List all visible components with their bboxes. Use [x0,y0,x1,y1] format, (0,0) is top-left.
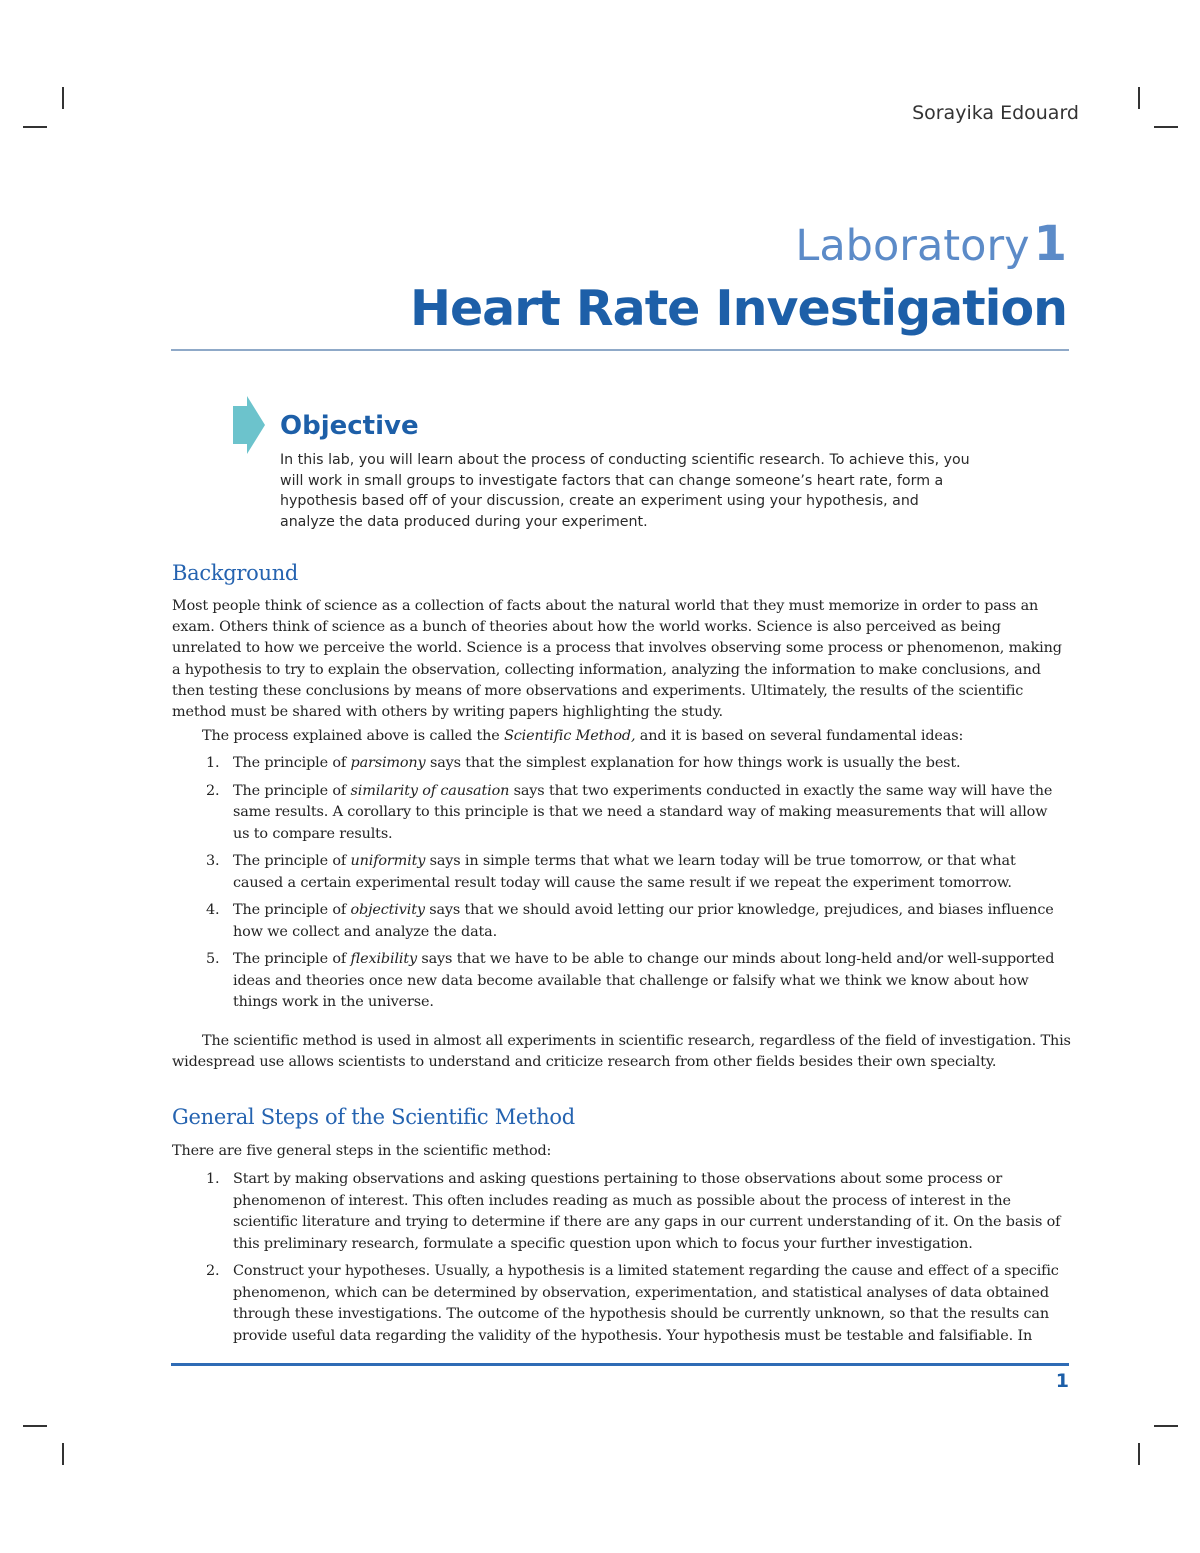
crop-mark [23,126,47,128]
crop-mark [1154,126,1178,128]
objective-text: In this lab, you will learn about the process of conducting scientific research. To achieve this, you will work in small groups to investigate factors that can change someone’s heart rate, form a hypothesis based off of your discussion, create an experiment using your hypothesis, and analyze the data produced during your experiment. [280,452,970,531]
page-number: 1 [1055,1370,1069,1392]
list-item [172,949,1062,1014]
method-intro-term: Scientific Method, [504,728,636,744]
crop-mark [1138,1443,1140,1465]
method-intro-before: The process explained above is called the [202,728,505,744]
item-number: 4. [206,902,220,918]
method-intro [172,726,1072,747]
item-pre: The principle of [233,853,351,869]
list-item [172,753,1062,775]
item-term: objectivity [350,902,425,918]
list-item [172,851,1062,894]
crop-mark [1138,87,1140,109]
lab-label-text: Laboratory [795,221,1030,271]
list-item [172,781,1062,846]
background-paragraph: Most people think of science as a collection of facts about the natural world that they must memorize in order to pass an exam. Others think of science as a bunch of theories about how the world works. Science is also perceived as being unrelated to how we perceive the world. Science is a process that involves observing some process or phenomenon, making a hypothesis to try to explain the observation, collecting information, analyzing the information to make conclusions, and then testing these conclusions by means of more observations and experiments. Ultimately, the results of the scientific method must be shared with others by writing papers highlighting the study. [172,598,1062,721]
steps-list [172,1169,1062,1347]
item-pre: The principle of [233,755,351,771]
lab-label [795,216,1067,272]
item-text: Construct your hypotheses. Usually, a hypothesis is a limited statement regarding the cause and effect of a specific phenomenon, which can be determined by observation, experimentation, and statistical analyses of data obtained through these investigations. The outcome of the hypothesis should be currently unknown, so that the results can provide useful data regarding the validity of the hypothesis. Your hypothesis must be testable and falsifiable. In [233,1263,1059,1344]
crop-mark [62,1443,64,1465]
item-text: Start by making observations and asking questions pertaining to those observations about some process or phenomenon of interest. This often includes reading as much as possible about the process of interest in the scientific literature and trying to determine if there are any gaps in our current understanding of it. On the basis of this preliminary research, formulate a specific question upon which to focus your further investigation. [233,1171,1061,1252]
item-term: flexibility [350,951,417,967]
crop-mark [1154,1425,1178,1427]
arrow-icon [233,396,265,454]
lab-number: 1 [1033,216,1067,272]
item-pre: The principle of [233,951,351,967]
item-post: says in simple terms that what we learn today will be true tomorrow, or that what caused a certain experimental result today will cause the same result if we repeat the experiment tomorrow. [233,853,1016,891]
title-divider [171,349,1069,351]
item-term: parsimony [350,755,426,771]
item-pre: The principle of [233,902,351,918]
crop-mark [62,87,64,109]
item-post: says that the simplest explanation for how things work is usually the best. [425,755,961,771]
general-steps-intro: There are five general steps in the scientific method: [172,1143,552,1159]
item-number: 2. [206,782,220,799]
list-item [172,1169,1062,1255]
item-term: similarity of causation [350,782,510,799]
item-term: uniformity [350,853,426,869]
method-intro-after: and it is based on several fundamental ideas: [635,728,964,744]
author-name: Sorayika Edouard [912,102,1079,124]
item-number: 5. [206,951,220,967]
item-post: says that two experiments conducted in exactly the same way will have the same results. A corollary to this principle is that we need a standard way of making measurements that will allow us to compare results. [233,782,1053,842]
item-number: 1. [206,1171,220,1187]
list-item [172,900,1062,943]
item-number: 3. [206,853,220,869]
background-heading: Background [172,561,299,585]
footer-divider [171,1363,1069,1366]
page-title: Heart Rate Investigation [409,280,1067,337]
background-closing: The scientific method is used in almost all experiments in scientific research, regardless of the field of investigation. This widespread use allows scientists to understand and criticize research from other fields besides their own specialty. [172,1033,1071,1071]
item-post: says that we should avoid letting our prior knowledge, prejudices, and biases influence how we collect and analyze the data. [233,902,1054,940]
objective-heading: Objective [280,411,419,441]
item-pre: The principle of [233,782,351,799]
item-number: 1. [206,755,220,771]
list-item [172,1261,1062,1347]
general-steps-heading: General Steps of the Scientific Method [172,1105,575,1129]
item-post: says that we have to be able to change our minds about long-held and/or well-supported ideas and theories once new data become available that challenge or falsify what we think we know about how things work in the universe. [233,951,1055,1010]
crop-mark [23,1425,47,1427]
principles-list [172,753,1062,1014]
item-number: 2. [206,1263,220,1279]
